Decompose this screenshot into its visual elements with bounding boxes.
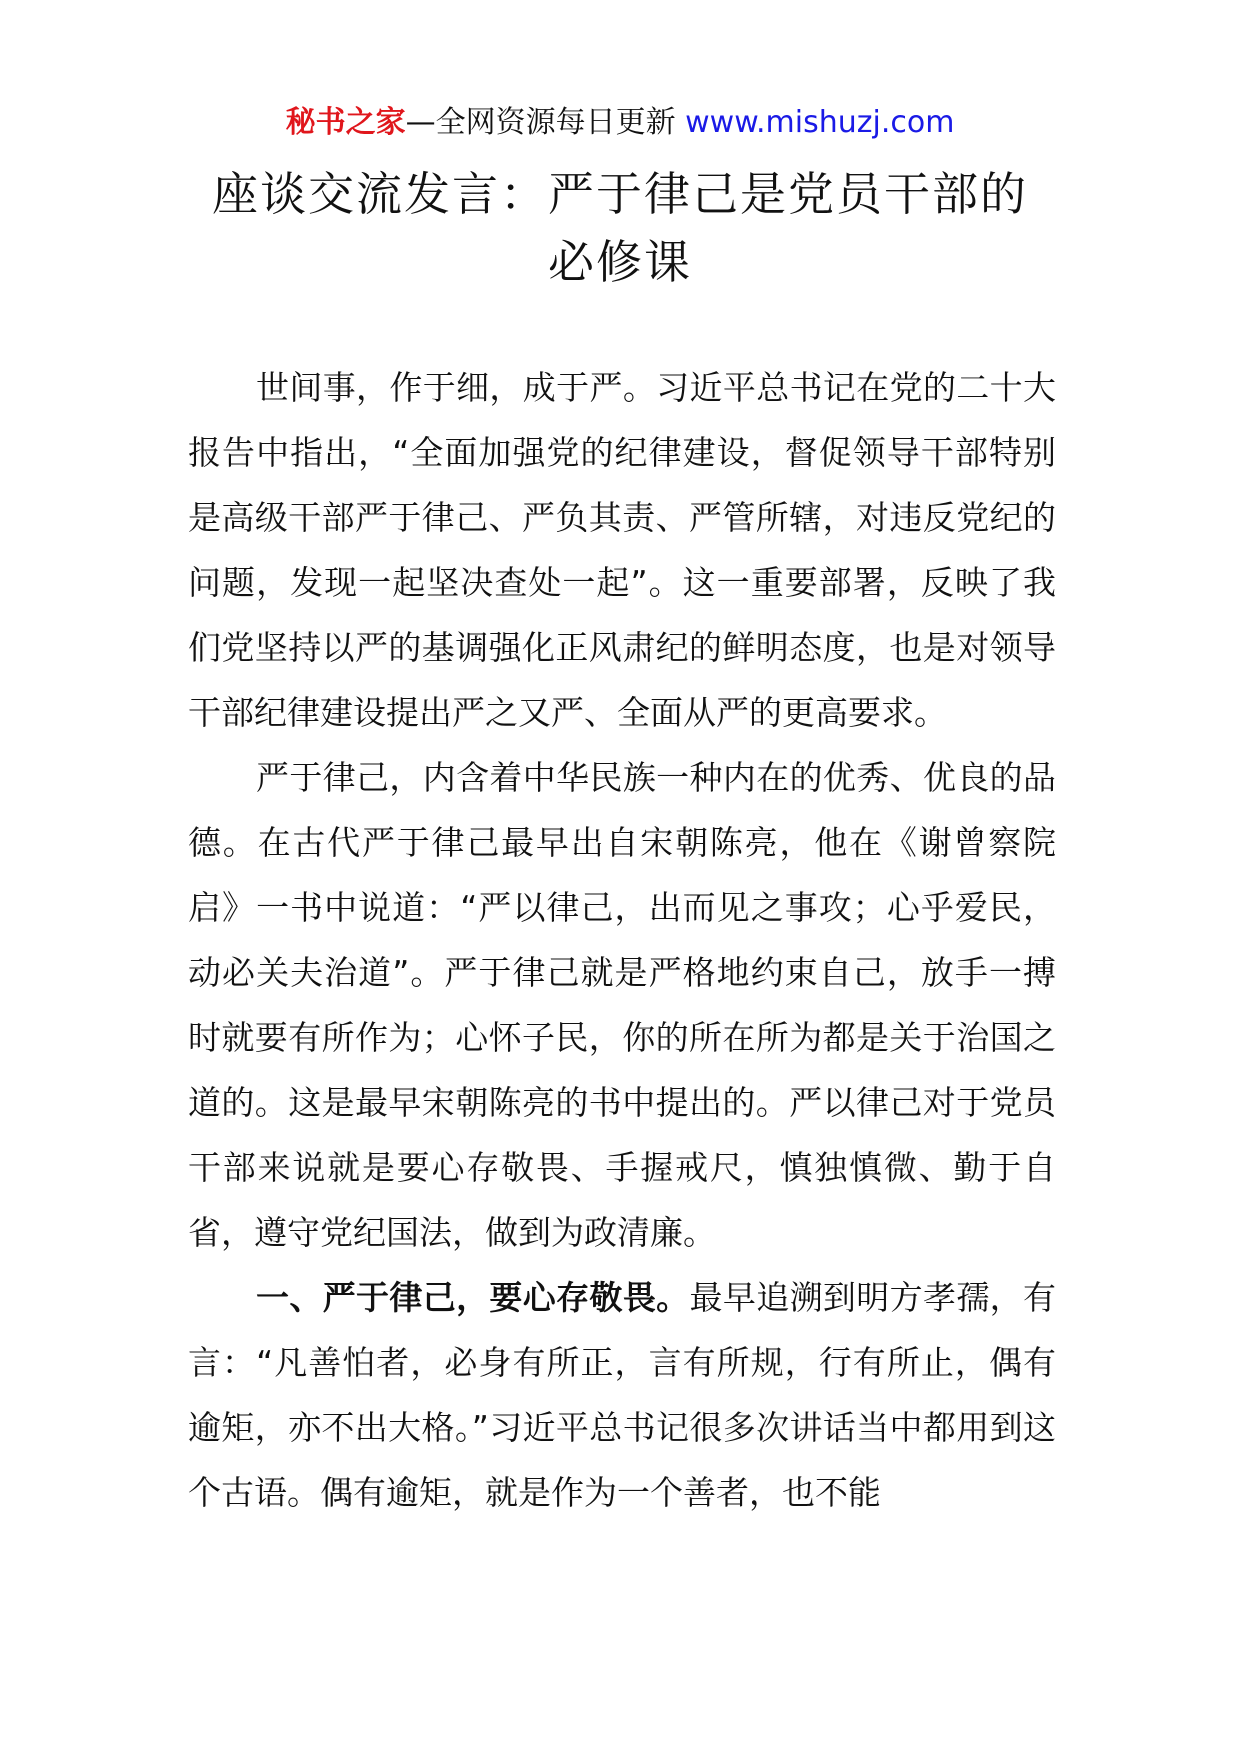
- site-tagline: —全网资源每日更新: [405, 105, 676, 140]
- section-text-1: 最早追溯到明方孝孺，有言：“凡善怕者，必身有所正，言有所规，行有所止，偶有逾矩，亦不出大格。”习近平总书记很多次讲话当中都用到这个古语。偶有逾矩，就是作为一个善者，也不能: [188, 1278, 1057, 1512]
- body-paragraph-3: [188, 1265, 1056, 1525]
- site-brand: 秘书之家: [285, 105, 406, 140]
- title-line-2: 必修课: [548, 235, 692, 289]
- body-paragraph-1: 世间事，作于细，成于严。习近平总书记在党的二十大报告中指出，“全面加强党的纪律建设，督促领导干部特别是高级干部严于律己、严负其责、严管所辖，对违反党纪的问题，发现一起坚决查处一起”。这一重要部署，反映了我们党坚持以严的基调强化正风肃纪的鲜明态度，也是对领导干部纪律建设提出严之又严、全面从严的更高要求。: [188, 368, 1056, 732]
- section-heading-1: 一、严于律己，要心存敬畏。: [256, 1278, 690, 1317]
- site-header: [0, 100, 1240, 146]
- body-paragraph-2: 严于律己，内含着中华民族一种内在的优秀、优良的品德。在古代严于律己最早出自宋朝陈亮，他在《谢曾察院启》一书中说道：“严以律己，出而见之事攻；心乎爱民，动必关夫治道”。严于律己就是严格地约束自己，放手一搏时就要有所作为；心怀子民，你的所在所为都是关于治国之道的。这是最早宋朝陈亮的书中提出的。严以律己对于党员干部来说就是要心存敬畏、手握戒尺，慎独慎微、勤于自省，遵守党纪国法，做到为政清廉。: [188, 758, 1056, 1252]
- document-body: [188, 355, 1056, 1525]
- site-url-link[interactable]: www.mishuzj.com: [685, 105, 955, 140]
- document-title: [0, 160, 1240, 296]
- title-line-1: 座谈交流发言：严于律己是党员干部的: [212, 167, 1028, 221]
